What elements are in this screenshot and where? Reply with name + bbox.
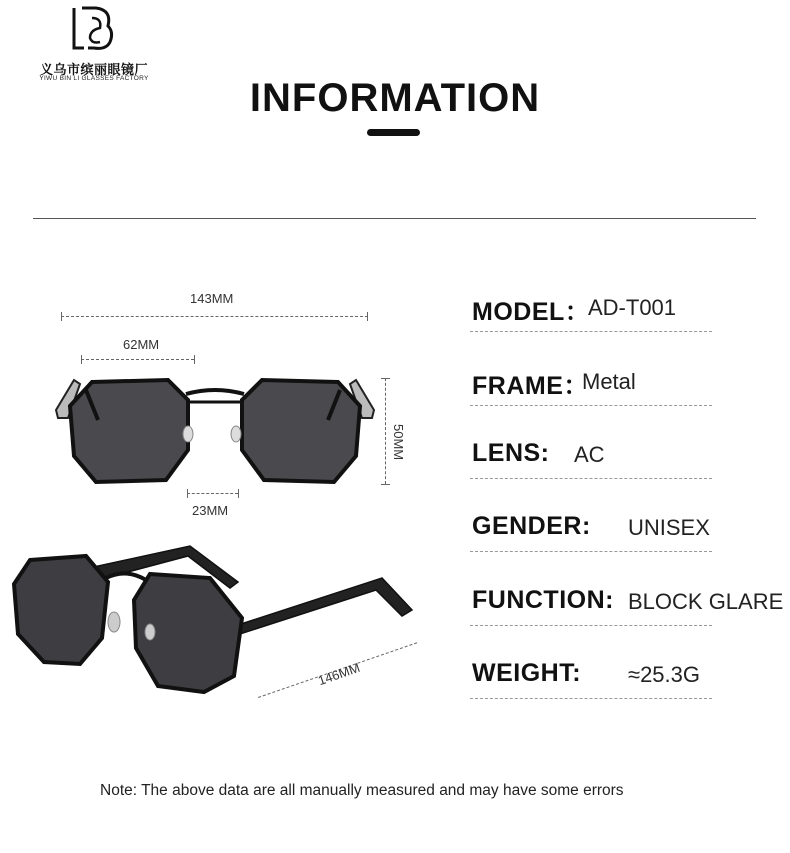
lens-height-label: 50MM	[391, 424, 406, 461]
temple-length-label: 146MM	[316, 659, 362, 689]
section-divider	[33, 218, 756, 219]
spec-label: FRAME：	[472, 372, 589, 400]
spec-row-function	[470, 574, 785, 624]
spec-underline	[470, 698, 712, 699]
brand-monogram-icon	[68, 4, 118, 54]
tick	[61, 312, 62, 321]
spec-row-lens	[470, 427, 785, 477]
total-width-label: 143MM	[190, 291, 234, 306]
spec-row-frame	[470, 354, 785, 404]
page-title: INFORMATION	[249, 76, 541, 120]
tick	[381, 484, 390, 485]
lens-width-label: 62MM	[123, 337, 160, 352]
spec-underline	[470, 478, 712, 479]
spec-row-weight	[470, 647, 785, 697]
spec-value: Metal	[582, 369, 636, 394]
spec-value: UNISEX	[628, 515, 710, 540]
total-width-line	[61, 316, 368, 317]
spec-underline	[470, 625, 712, 626]
spec-label: GENDER:	[472, 512, 591, 540]
spec-label: MODEL：	[472, 298, 591, 326]
tick	[81, 355, 82, 364]
title-underline	[367, 129, 420, 136]
tick	[381, 378, 390, 379]
spec-row-model	[470, 280, 785, 330]
measurement-note: Note: The above data are all manually measured and may have some errors	[100, 782, 624, 799]
tick	[367, 312, 368, 321]
spec-underline	[470, 331, 712, 332]
company-name-cn: 义乌市缤丽眼镜厂	[39, 62, 148, 77]
spec-value: AD-T001	[588, 295, 677, 320]
spec-underline	[470, 551, 712, 552]
spec-label: LENS:	[472, 439, 550, 467]
spec-label: FUNCTION:	[472, 586, 614, 614]
glasses-front-image	[50, 370, 380, 495]
company-name-en: YIWU BIN LI GLASSES FACTORY	[39, 75, 149, 82]
lens-width-line	[81, 359, 194, 360]
bridge-label: 23MM	[192, 503, 229, 518]
spec-label: WEIGHT:	[472, 659, 582, 687]
spec-value: AC	[574, 442, 605, 467]
spec-underline	[470, 405, 712, 406]
tick	[194, 355, 195, 364]
brand-logo	[24, 4, 164, 84]
lens-height-line	[385, 378, 386, 484]
spec-value: ≈25.3G	[628, 662, 701, 687]
spec-row-gender	[470, 500, 785, 550]
spec-value: BLOCK GLARE	[628, 589, 784, 614]
